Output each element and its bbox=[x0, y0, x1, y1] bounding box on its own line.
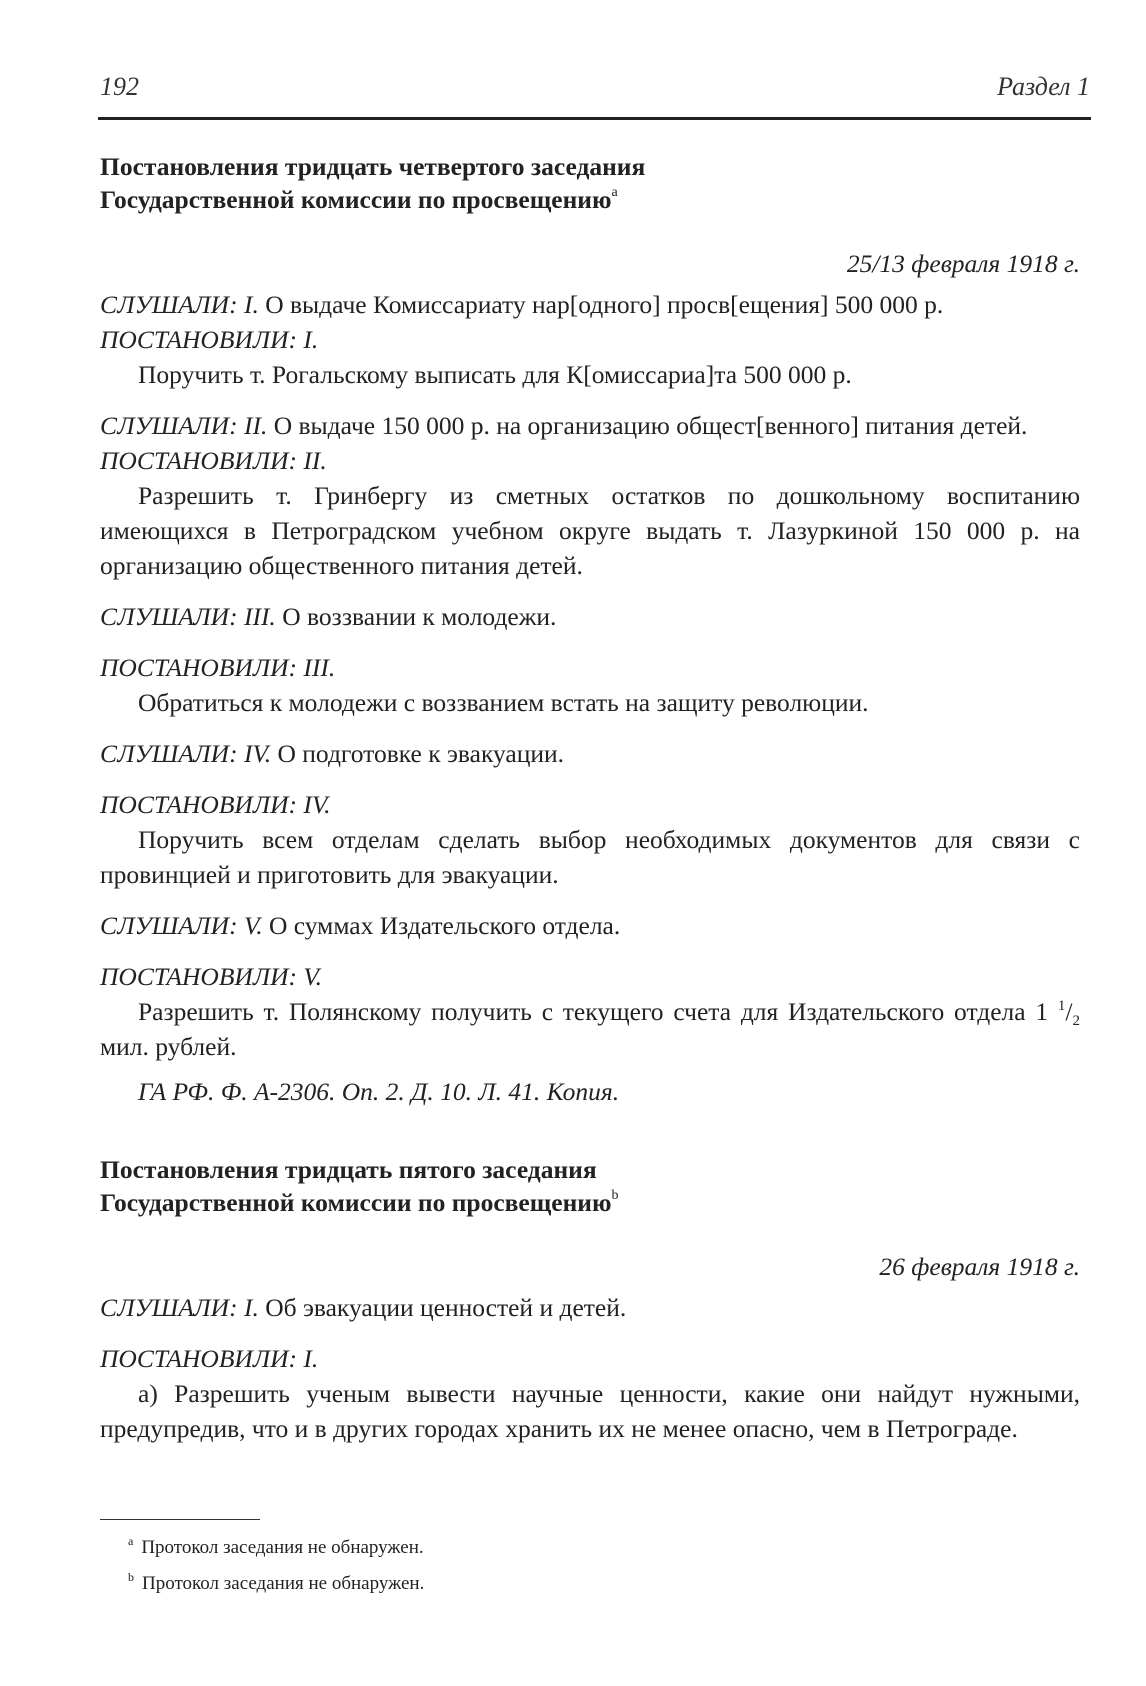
fraction-denominator: 2 bbox=[1072, 1013, 1080, 1029]
doc1-archive-reference: ГА РФ. Ф. А-2306. Оп. 2. Д. 10. Л. 41. Копия. bbox=[138, 1077, 620, 1106]
fraction-numerator: 1 bbox=[1057, 998, 1066, 1014]
heard-text: О подготовке к эвакуации. bbox=[271, 739, 565, 768]
footnote-rule bbox=[100, 1519, 260, 1520]
footnote-text: Протокол заседания не обнаружен. bbox=[142, 1573, 425, 1594]
resolved-text-after: мил. рублей. bbox=[100, 1032, 237, 1061]
doc1-resolved-label-5: ПОСТАНОВИЛИ: V. bbox=[100, 962, 323, 991]
main-text bbox=[100, 150, 1080, 1446]
doc1-title bbox=[100, 150, 1080, 216]
doc1-heard-4 bbox=[100, 736, 1080, 771]
fraction-one-half bbox=[1057, 997, 1080, 1029]
heard-label: СЛУШАЛИ: I. bbox=[100, 290, 259, 319]
footnotes bbox=[128, 1530, 1028, 1602]
doc1-resolved-text-1: Поручить т. Рогальскому выписать для К[омиссариа]та 500 000 р. bbox=[138, 360, 852, 389]
heard-text: О выдаче Комиссариату нар[одного] просв[ещения] 500 000 р. bbox=[258, 290, 944, 319]
heard-text: О воззвании к молодежи. bbox=[275, 602, 557, 631]
doc2-title-line2: Государственной комиссии по просвещению bbox=[100, 1188, 612, 1217]
fraction-slash: / bbox=[1065, 997, 1073, 1026]
doc1-resolved-text-4: Поручить всем отделам сделать выбор необходимых документов для связи с провинцией и приготовить для эвакуации. bbox=[100, 825, 1080, 889]
doc1-heard-2 bbox=[100, 408, 1080, 443]
doc1-heard-3 bbox=[100, 599, 1080, 634]
heard-label: СЛУШАЛИ: II. bbox=[100, 411, 268, 440]
doc2-footnote-ref: b bbox=[611, 1188, 619, 1203]
doc1-title-line1: Постановления тридцать четвертого заседания bbox=[100, 152, 646, 181]
footnote-mark: a bbox=[128, 1534, 134, 1548]
doc1-footnote-ref: a bbox=[611, 185, 618, 200]
doc2-title-line1: Постановления тридцать пятого заседания bbox=[100, 1155, 597, 1184]
doc2-resolved-label-1: ПОСТАНОВИЛИ: I. bbox=[100, 1344, 319, 1373]
heard-text: О выдаче 150 000 р. на организацию общест[венного] питания детей. bbox=[267, 411, 1028, 440]
doc2-resolved-text-1: а) Разрешить ученым вывести научные ценности, какие они найдут нужными, предупредив, что и в других городах хранить их не менее опасно, чем в Петрограде. bbox=[100, 1379, 1080, 1443]
doc2-heard-1 bbox=[100, 1290, 1080, 1325]
footnote-mark: b bbox=[128, 1570, 134, 1584]
footnote bbox=[128, 1566, 1028, 1602]
doc1-title-line2: Государственной комиссии по просвещению bbox=[100, 185, 612, 214]
doc1-resolved-label-2: ПОСТАНОВИЛИ: II. bbox=[100, 446, 327, 475]
footnote bbox=[128, 1530, 1028, 1566]
doc2-date: 26 февраля 1918 г. bbox=[879, 1252, 1080, 1281]
footnote-text: Протокол заседания не обнаружен. bbox=[141, 1537, 424, 1558]
doc1-resolved-label-1: ПОСТАНОВИЛИ: I. bbox=[100, 325, 319, 354]
page-number: 192 bbox=[100, 72, 139, 101]
doc1-resolved-label-3: ПОСТАНОВИЛИ: III. bbox=[100, 653, 336, 682]
doc1-resolved-label-4: ПОСТАНОВИЛИ: IV. bbox=[100, 790, 331, 819]
running-header bbox=[100, 72, 1090, 102]
section-title: Раздел 1 bbox=[997, 72, 1090, 101]
doc2-title bbox=[100, 1153, 1080, 1219]
doc1-resolved-text-2: Разрешить т. Гринбергу из сметных остатков по дошкольному воспитанию имеющихся в Петроградском учебном округе выдать т. Лазуркиной 150 000 р. на организацию общественного питания детей. bbox=[100, 481, 1080, 580]
heard-text: О суммах Издательского отдела. bbox=[262, 911, 621, 940]
heard-label: СЛУШАЛИ: I. bbox=[100, 1293, 259, 1322]
doc1-heard-1 bbox=[100, 287, 1080, 322]
heard-label: СЛУШАЛИ: V. bbox=[100, 911, 263, 940]
doc1-resolved-text-3: Обратиться к молодежи с воззванием встать на защиту революции. bbox=[138, 688, 869, 717]
doc1-heard-5 bbox=[100, 908, 1080, 943]
heard-label: СЛУШАЛИ: IV. bbox=[100, 739, 272, 768]
doc1-resolved-text-5 bbox=[100, 994, 1080, 1064]
heard-label: СЛУШАЛИ: III. bbox=[100, 602, 276, 631]
resolved-text-before: Разрешить т. Полянскому получить с текущего счета для Издательского отдела 1 bbox=[138, 997, 1058, 1026]
heard-text: Об эвакуации ценностей и детей. bbox=[258, 1293, 627, 1322]
header-rule bbox=[98, 117, 1091, 120]
doc1-date: 25/13 февраля 1918 г. bbox=[846, 249, 1080, 278]
